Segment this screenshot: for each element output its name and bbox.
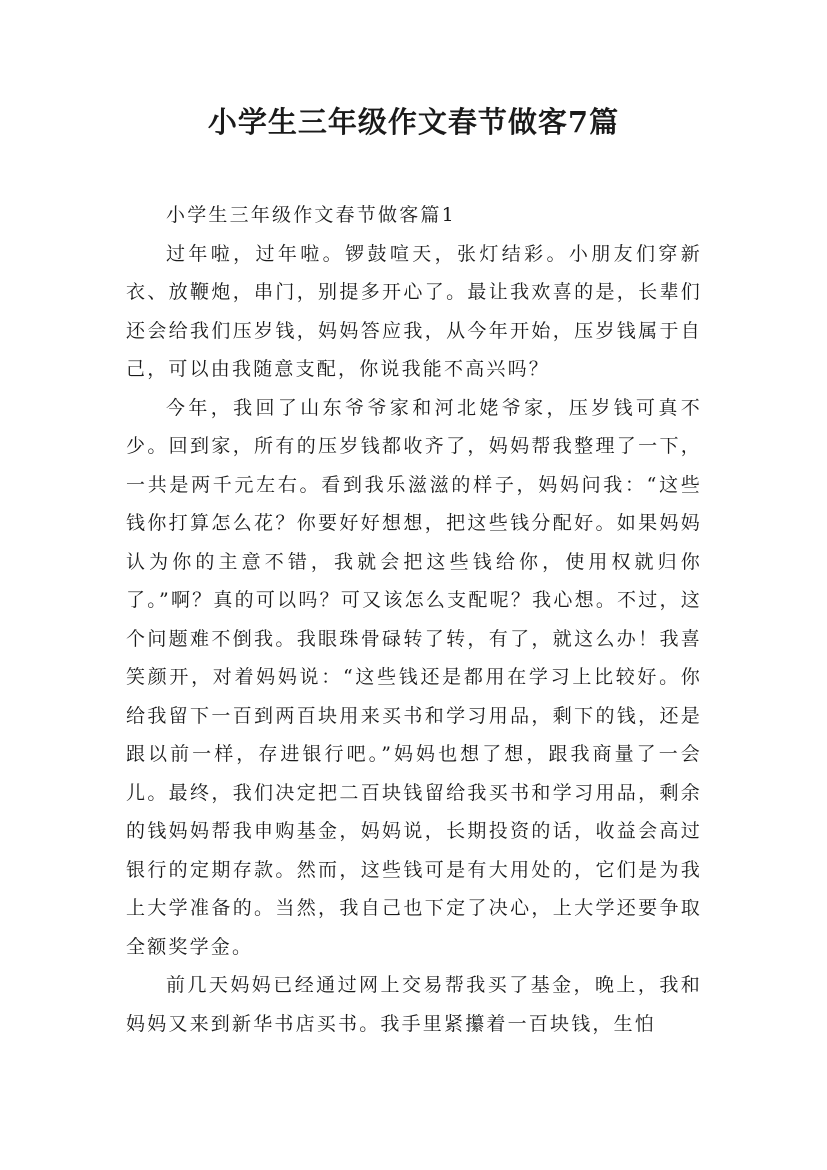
paragraph-3: 前几天妈妈已经通过网上交易帮我买了基金，晚上，我和妈妈又来到新华书店买书。我手里紧攥着一百块钱，生怕 [126,974,702,1035]
paragraph-2: 今年，我回了山东爷爷家和河北姥爷家，压岁钱可真不少。回到家，所有的压岁钱都收齐了，妈妈帮我整理了一下，一共是两千元左右。看到我乐滋滋的样子，妈妈问我：“这些钱你打算怎么花？你要好好想想，把这些钱分配好。如果妈妈认为你的主意不错，我就会把这些钱给你，使用权就归你了。”啊？真的可以吗？可又该怎么支配呢？我心想。不过，这个问题难不倒我。我眼珠骨碌转了转，有了，就这么办！我喜笑颜开，对着妈妈说：“这些钱还是都用在学习上比较好。你给我留下一百到两百块用来买书和学习用品，剩下的钱，还是跟以前一样，存进银行吧。”妈妈也想了想，跟我商量了一会儿。最终，我们决定把二百块钱留给我买书和学习用品，剩余的钱妈妈帮我申购基金，妈妈说，长期投资的话，收益会高过银行的定期存款。然而，这些钱可是有大用处的，它们是为我上大学准备的。当然，我自己也下定了决心，上大学还要争取全额奖学金。 [126,396,702,958]
paragraph-1: 过年啦，过年啦。锣鼓喧天，张灯结彩。小朋友们穿新衣、放鞭炮，串门，别提多开心了。最让我欢喜的是，长辈们还会给我们压岁钱，妈妈答应我，从今年开始，压岁钱属于自己，可以由我随意支配，你说我能不高兴吗？ [126,242,702,380]
document-body [126,196,702,1043]
document-title: 小学生三年级作文春节做客7篇 [207,105,620,139]
section-heading: 小学生三年级作文春节做客篇1 [166,204,456,226]
